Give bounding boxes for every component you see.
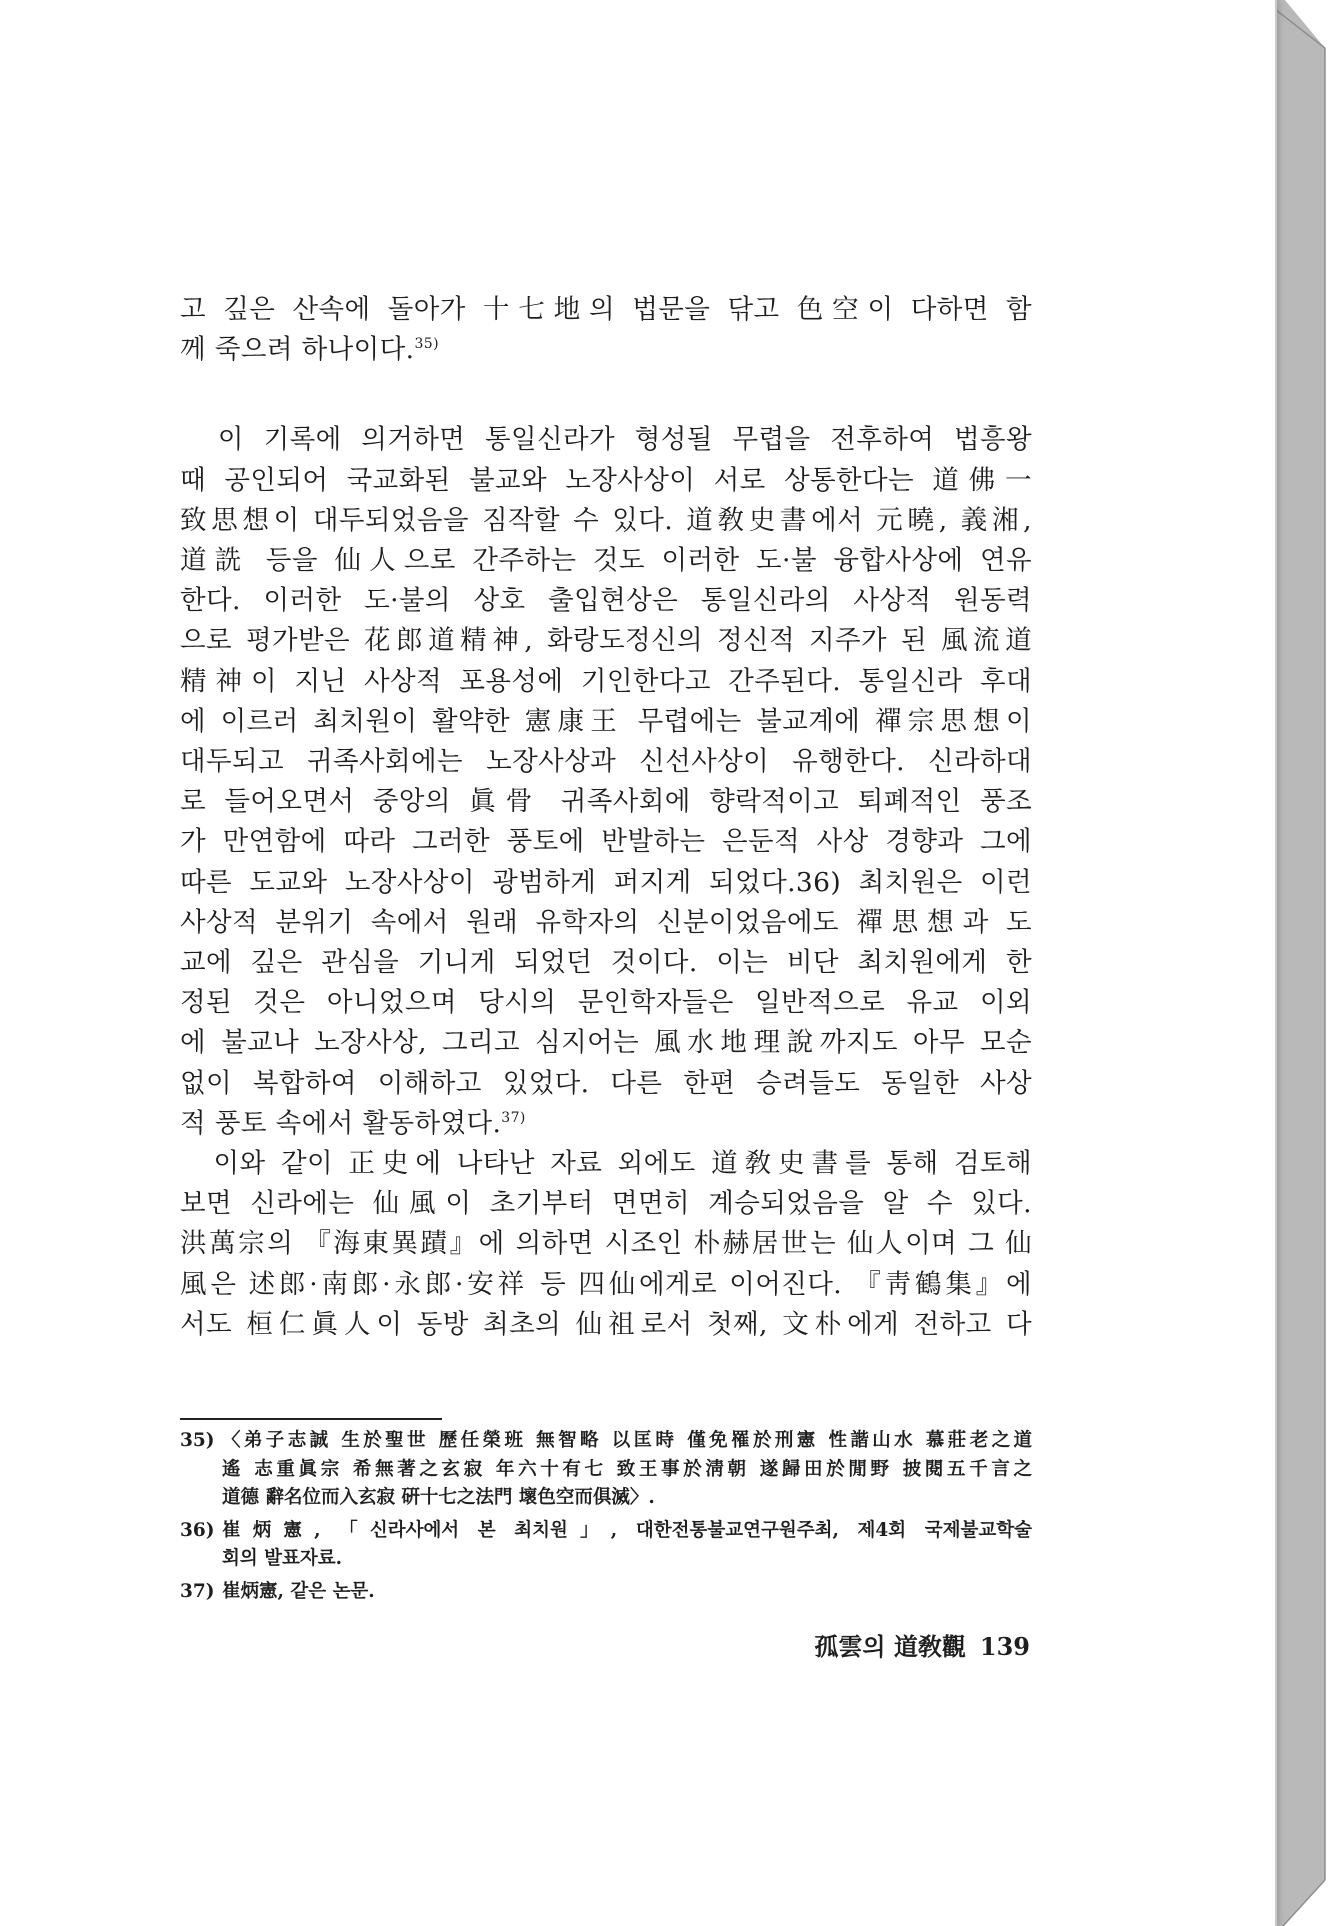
text-line: 대두되고 귀족사회에는 노장사상과 신선사상이 유행한다. 신라하대: [180, 746, 1032, 778]
text-line: 精神이 지닌 사상적 포용성에 기인한다고 간주된다. 통일신라 후대: [180, 665, 1032, 697]
text-line: 따른 도교와 노장사상이 광범하게 퍼지게 되었다.36) 최치원은 이런: [180, 866, 1032, 898]
footnote-line: 회의 발표자료.: [222, 1548, 343, 1569]
paragraph-3: [180, 1144, 1032, 1345]
text-line: 사상적 분위기 속에서 원래 유학자의 신분이었음에도 禪思想과 도: [180, 906, 1032, 938]
footnote-number: 35): [180, 1430, 215, 1451]
text-line: 에 이르러 최치원이 활약한 憲康王 무렵에는 불교계에 禪宗思想이: [180, 705, 1032, 737]
text-line: 風은 述郎·南郎·永郎·安祥 등 四仙에게로 이어진다. 『靑鶴集』에: [180, 1268, 1032, 1300]
footnote-line: 崔炳憲, 같은 논문.: [222, 1580, 375, 1602]
text-line: 가 만연함에 따라 그러한 풍토에 반발하는 은둔적 사상 경향과 그에: [180, 826, 1032, 858]
paragraph-1: [180, 290, 1032, 370]
text-line: 에 불교나 노장사상, 그리고 심지어는 風水地理說까지도 아무 모순: [180, 1027, 1032, 1059]
text-line: 보면 신라에는 仙風이 초기부터 면면히 계승되었음을 알 수 있다.: [180, 1188, 1033, 1220]
paragraph-2: [180, 420, 1032, 1144]
footnote-text: [222, 1517, 1032, 1574]
footnote-line: 遙 志重眞宗 希無著之玄寂 年六十有七 致王事於淸朝 遂歸田於閒野 披閱五千言之: [222, 1458, 1032, 1480]
text-line: 致思想이 대두되었음을 짐작할 수 있다. 道敎史書에서 元曉, 義湘,: [180, 504, 1032, 536]
footnote-rule: [180, 1418, 442, 1420]
footnotes: [180, 1427, 1032, 1610]
footnote-35: [180, 1427, 1032, 1513]
running-title: 孤雲의 道敎觀: [814, 1632, 966, 1661]
text-line: 으로 평가받은 花郎道精神, 화랑도정신의 정신적 지주가 된 風流道: [180, 625, 1032, 657]
footnote-36: [180, 1517, 1032, 1574]
page-number: 139: [979, 1632, 1030, 1661]
footnote-number: 37): [180, 1580, 215, 1602]
footnote-line: 崔炳憲, 「신라사에서 본 최치원」, 대한전통불교연구원주최, 제4회 국제불교학술: [222, 1519, 1032, 1541]
footnote-number: 36): [180, 1519, 215, 1541]
text-line: 로 들어오면서 중앙의 眞骨 귀족사회에 향락적이고 퇴폐적인 풍조: [180, 786, 1032, 818]
text-line: 서도 桓仁眞人이 동방 최초의 仙祖로서 첫째, 文朴에게 전하고 다: [180, 1308, 1032, 1340]
footnote-37: [180, 1578, 1032, 1607]
text-line: 고 깊은 산속에 돌아가 十七地의 법문을 닦고 色空이 다하면 함: [180, 294, 1032, 325]
main-text: [180, 290, 1032, 1345]
footnote-text: [222, 1427, 1032, 1513]
text-line: 정된 것은 아니었으며 당시의 문인학자들은 일반적으로 유교 이외: [180, 987, 1032, 1019]
text-line: 이 기록에 의거하면 통일신라가 형성될 무렵을 전후하여 법흥왕: [217, 424, 1032, 456]
text-line: 없이 복합하여 이해하고 있었다. 다른 한편 승려들도 동일한 사상: [180, 1067, 1032, 1099]
footnote-ref[interactable]: 35): [414, 336, 439, 353]
running-footer: [780, 1627, 1030, 1662]
text-line: 道詵 등을 仙人으로 간주하는 것도 이러한 도·불 융합사상에 연유: [180, 545, 1032, 577]
text-line: 교에 깊은 관심을 기니게 되었던 것이다. 이는 비단 최치원에게 한: [180, 947, 1032, 979]
text-line: 적 풍토 속에서 활동하였다.$^{37)}$: [180, 1107, 526, 1139]
footnote-text: [222, 1578, 1032, 1607]
text-line: 이와 같이 正史에 나타난 자료 외에도 道敎史書를 통해 검토해: [213, 1148, 1032, 1180]
text-line: 께 죽으려 하나이다.$^{35)}$: [180, 334, 439, 366]
text-line: 한다. 이러한 도·불의 상호 출입현상은 통일신라의 사상적 원동력: [180, 585, 1032, 617]
footnote-ref[interactable]: 37): [501, 1110, 526, 1127]
text-line: 때 공인되어 국교화된 불교와 노장사상이 서로 상통한다는 道佛一: [180, 464, 1032, 496]
footnote-line: 〈弟子志誠 生於聖世 歷任榮班 無智略 以匡時 僅免罹於刑憲 性諧山水 慕莊老之道: [222, 1430, 1032, 1451]
footnote-line: 道德 辭名位而入玄寂 硏十七之法門 壞色空而俱滅〉.: [222, 1487, 655, 1508]
text-line: 洪萬宗의 『海東異蹟』에 의하면 시조인 朴赫居世는 仙人이며 그 仙: [180, 1228, 1032, 1260]
